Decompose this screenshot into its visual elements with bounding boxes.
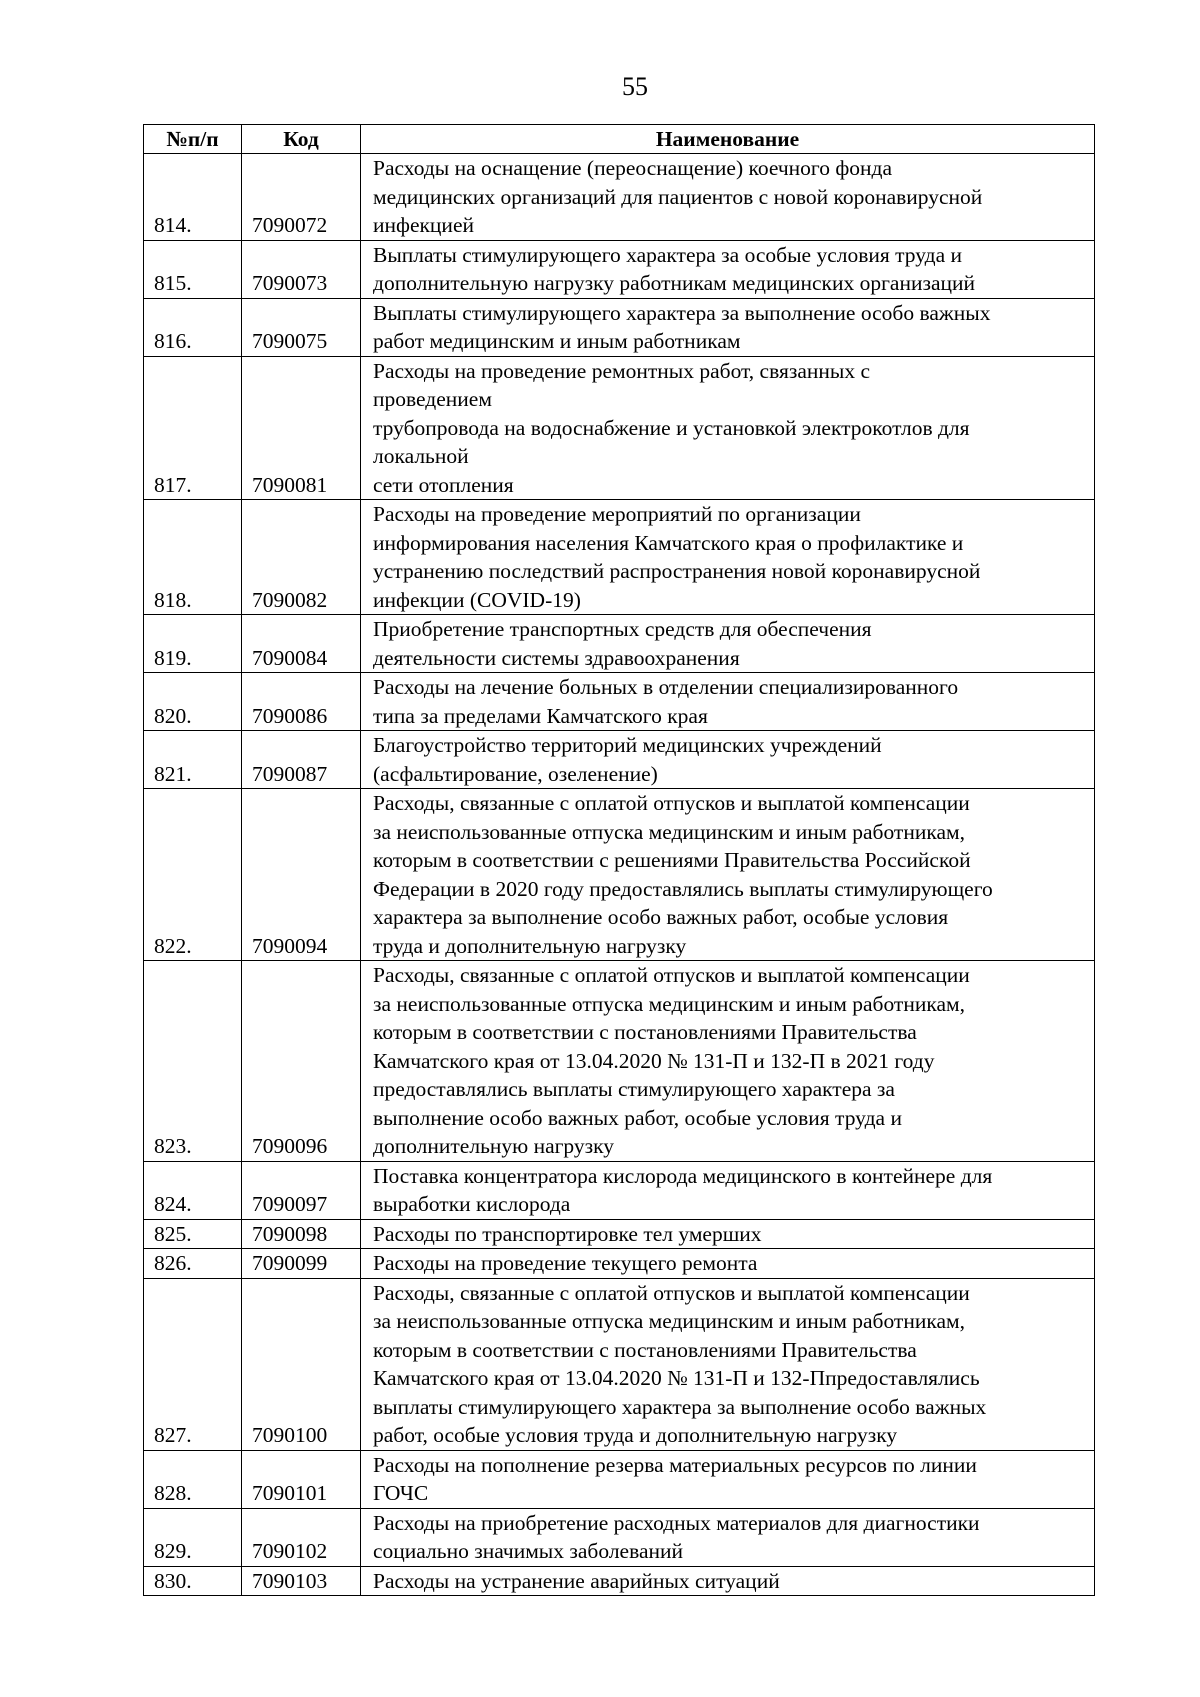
row-name-line: Расходы, связанные с оплатой отпусков и выплатой компенсации xyxy=(373,791,970,815)
row-name-line: Приобретение транспортных средств для обеспечения xyxy=(373,617,872,641)
row-number: 826. xyxy=(144,1249,242,1279)
table-row xyxy=(144,500,1095,615)
row-code: 7090101 xyxy=(242,1450,361,1508)
budget-codes-table xyxy=(143,124,1095,1596)
table-body xyxy=(144,154,1095,1596)
row-number: 818. xyxy=(144,500,242,615)
row-name-line: которым в соответствии с решениями Правительства Российской xyxy=(373,848,971,872)
row-name-line: Расходы на оснащение (переоснащение) коечного фонда xyxy=(373,156,892,180)
table-row xyxy=(144,1278,1095,1450)
row-name xyxy=(361,1219,1095,1249)
row-name-line: работ медицинским и иным работникам xyxy=(373,329,741,353)
row-name-line: которым в соответствии с постановлениями Правительства xyxy=(373,1020,917,1044)
table-row xyxy=(144,789,1095,961)
row-name-line: ГОЧС xyxy=(373,1481,429,1505)
table-row xyxy=(144,1161,1095,1219)
row-name-line: Благоустройство территорий медицинских учреждений xyxy=(373,733,882,757)
row-name-line: Расходы, связанные с оплатой отпусков и выплатой компенсации xyxy=(373,1280,970,1305)
row-name xyxy=(361,961,1095,1162)
row-number: 814. xyxy=(144,154,242,241)
row-name-line: работ, особые условия труда и дополнительную нагрузку xyxy=(373,1423,898,1447)
row-name-line: медицинских организаций для пациентов с новой коронавирусной xyxy=(373,184,983,209)
header-code: Код xyxy=(242,125,361,154)
row-name-line: Расходы на устранение аварийных ситуаций xyxy=(373,1568,780,1593)
row-name xyxy=(361,298,1095,356)
row-name xyxy=(361,673,1095,731)
row-number: 830. xyxy=(144,1566,242,1596)
row-name xyxy=(361,154,1095,241)
row-number: 824. xyxy=(144,1161,242,1219)
row-name-line: социально значимых заболеваний xyxy=(373,1539,684,1563)
row-code: 7090103 xyxy=(242,1566,361,1596)
row-code: 7090081 xyxy=(242,356,361,500)
row-name xyxy=(361,240,1095,298)
row-name-line: Расходы на проведение мероприятий по организации xyxy=(373,502,861,526)
row-name-line: выполнение особо важных работ, особые условия труда и xyxy=(373,1105,902,1130)
row-number: 825. xyxy=(144,1219,242,1249)
row-name-line: Расходы, связанные с оплатой отпусков и выплатой компенсации xyxy=(373,963,970,987)
row-code: 7090072 xyxy=(242,154,361,241)
page-number: 55 xyxy=(622,72,648,101)
row-name xyxy=(361,615,1095,673)
row-name xyxy=(361,789,1095,961)
row-name-line: трубопровода на водоснабжение и установкой электрокотлов для xyxy=(373,415,970,440)
table-row xyxy=(144,298,1095,356)
row-name-line: типа за пределами Камчатского края xyxy=(373,703,708,728)
row-name-line: Расходы на проведение текущего ремонта xyxy=(373,1251,758,1275)
row-name xyxy=(361,731,1095,789)
row-name-line: деятельности системы здравоохранения xyxy=(373,645,740,670)
row-code: 7090084 xyxy=(242,615,361,673)
row-code: 7090075 xyxy=(242,298,361,356)
table-row xyxy=(144,1508,1095,1566)
row-name xyxy=(361,1249,1095,1279)
row-name-line: Расходы по транспортировке тел умерших xyxy=(373,1221,762,1246)
row-number: 827. xyxy=(144,1278,242,1450)
row-name-line: инфекции (COVID-19) xyxy=(373,587,581,612)
table-header-row xyxy=(144,125,1095,154)
table-row xyxy=(144,1566,1095,1596)
row-name-line: Выплаты стимулирующего характера за особые условия труда и xyxy=(373,242,963,267)
row-code: 7090096 xyxy=(242,961,361,1162)
row-name xyxy=(361,1508,1095,1566)
row-number: 822. xyxy=(144,789,242,961)
row-name xyxy=(361,1278,1095,1450)
table-row xyxy=(144,1249,1095,1279)
row-code: 7090098 xyxy=(242,1219,361,1249)
header-number: №п/п xyxy=(144,125,242,154)
row-code: 7090073 xyxy=(242,240,361,298)
row-name-line: труда и дополнительную нагрузку xyxy=(373,933,687,958)
row-code: 7090100 xyxy=(242,1278,361,1450)
row-name-line: Расходы на пополнение резерва материальных ресурсов по линии xyxy=(373,1452,977,1477)
row-name-line: предоставлялись выплаты стимулирующего характера за xyxy=(373,1077,895,1101)
row-number: 820. xyxy=(144,673,242,731)
row-name-line: за неиспользованные отпуска медицинским и иным работникам, xyxy=(373,991,965,1016)
row-name xyxy=(361,1566,1095,1596)
row-name-line: Выплаты стимулирующего характера за выполнение особо важных xyxy=(373,300,991,325)
row-name-line: Камчатского края от 13.04.2020 № 131-П и 132-Ппредоставлялись xyxy=(373,1366,980,1390)
row-code: 7090094 xyxy=(242,789,361,961)
row-number: 829. xyxy=(144,1508,242,1566)
row-name-line: информирования населения Камчатского края о профилактике и xyxy=(373,530,964,555)
row-name-line: Расходы на проведение ремонтных работ, связанных с xyxy=(373,358,871,383)
row-name-line: Расходы на лечение больных в отделении специализированного xyxy=(373,675,959,699)
table-row xyxy=(144,1450,1095,1508)
row-name-line: за неиспользованные отпуска медицинским и иным работникам, xyxy=(373,1309,965,1333)
row-name-line: Расходы на приобретение расходных материалов для диагностики xyxy=(373,1510,980,1535)
row-name xyxy=(361,1450,1095,1508)
row-name-line: за неиспользованные отпуска медицинским и иным работникам, xyxy=(373,819,965,844)
row-name-line: устранению последствий распространения новой коронавирусной xyxy=(373,559,981,583)
row-number: 823. xyxy=(144,961,242,1162)
table-row xyxy=(144,731,1095,789)
row-name-line: дополнительную нагрузку работникам медицинских организаций xyxy=(373,271,976,295)
row-name-line: Поставка концентратора кислорода медицинского в контейнере для xyxy=(373,1163,993,1188)
row-code: 7090087 xyxy=(242,731,361,789)
row-number: 828. xyxy=(144,1450,242,1508)
row-name xyxy=(361,1161,1095,1219)
table-row xyxy=(144,961,1095,1162)
row-name-line: сети отопления xyxy=(373,472,514,497)
table-row xyxy=(144,615,1095,673)
row-name-line: дополнительную нагрузку xyxy=(373,1134,615,1158)
table-row xyxy=(144,240,1095,298)
row-number: 817. xyxy=(144,356,242,500)
table-row xyxy=(144,673,1095,731)
row-name xyxy=(361,356,1095,500)
row-name-line: выплаты стимулирующего характера за выполнение особо важных xyxy=(373,1394,987,1419)
row-name-line: инфекцией xyxy=(373,213,474,237)
row-name xyxy=(361,500,1095,615)
row-name-line: проведением xyxy=(373,387,492,411)
row-name-line: локальной xyxy=(373,444,469,468)
row-number: 816. xyxy=(144,298,242,356)
row-code: 7090099 xyxy=(242,1249,361,1279)
table-row xyxy=(144,154,1095,241)
table-row xyxy=(144,356,1095,500)
row-name-line: которым в соответствии с постановлениями Правительства xyxy=(373,1337,917,1362)
row-name-line: (асфальтирование, озеленение) xyxy=(373,761,658,786)
row-code: 7090082 xyxy=(242,500,361,615)
row-number: 815. xyxy=(144,240,242,298)
row-name-line: Федерации в 2020 году предоставлялись выплаты стимулирующего xyxy=(373,876,993,901)
row-name-line: характера за выполнение особо важных работ, особые условия xyxy=(373,905,949,929)
row-name-line: Камчатского края от 13.04.2020 № 131-П и 132-П в 2021 году xyxy=(373,1048,935,1073)
row-number: 821. xyxy=(144,731,242,789)
row-number: 819. xyxy=(144,615,242,673)
row-code: 7090086 xyxy=(242,673,361,731)
table-row xyxy=(144,1219,1095,1249)
row-name-line: выработки кислорода xyxy=(373,1192,571,1216)
row-code: 7090102 xyxy=(242,1508,361,1566)
header-name: Наименование xyxy=(361,125,1095,154)
row-code: 7090097 xyxy=(242,1161,361,1219)
